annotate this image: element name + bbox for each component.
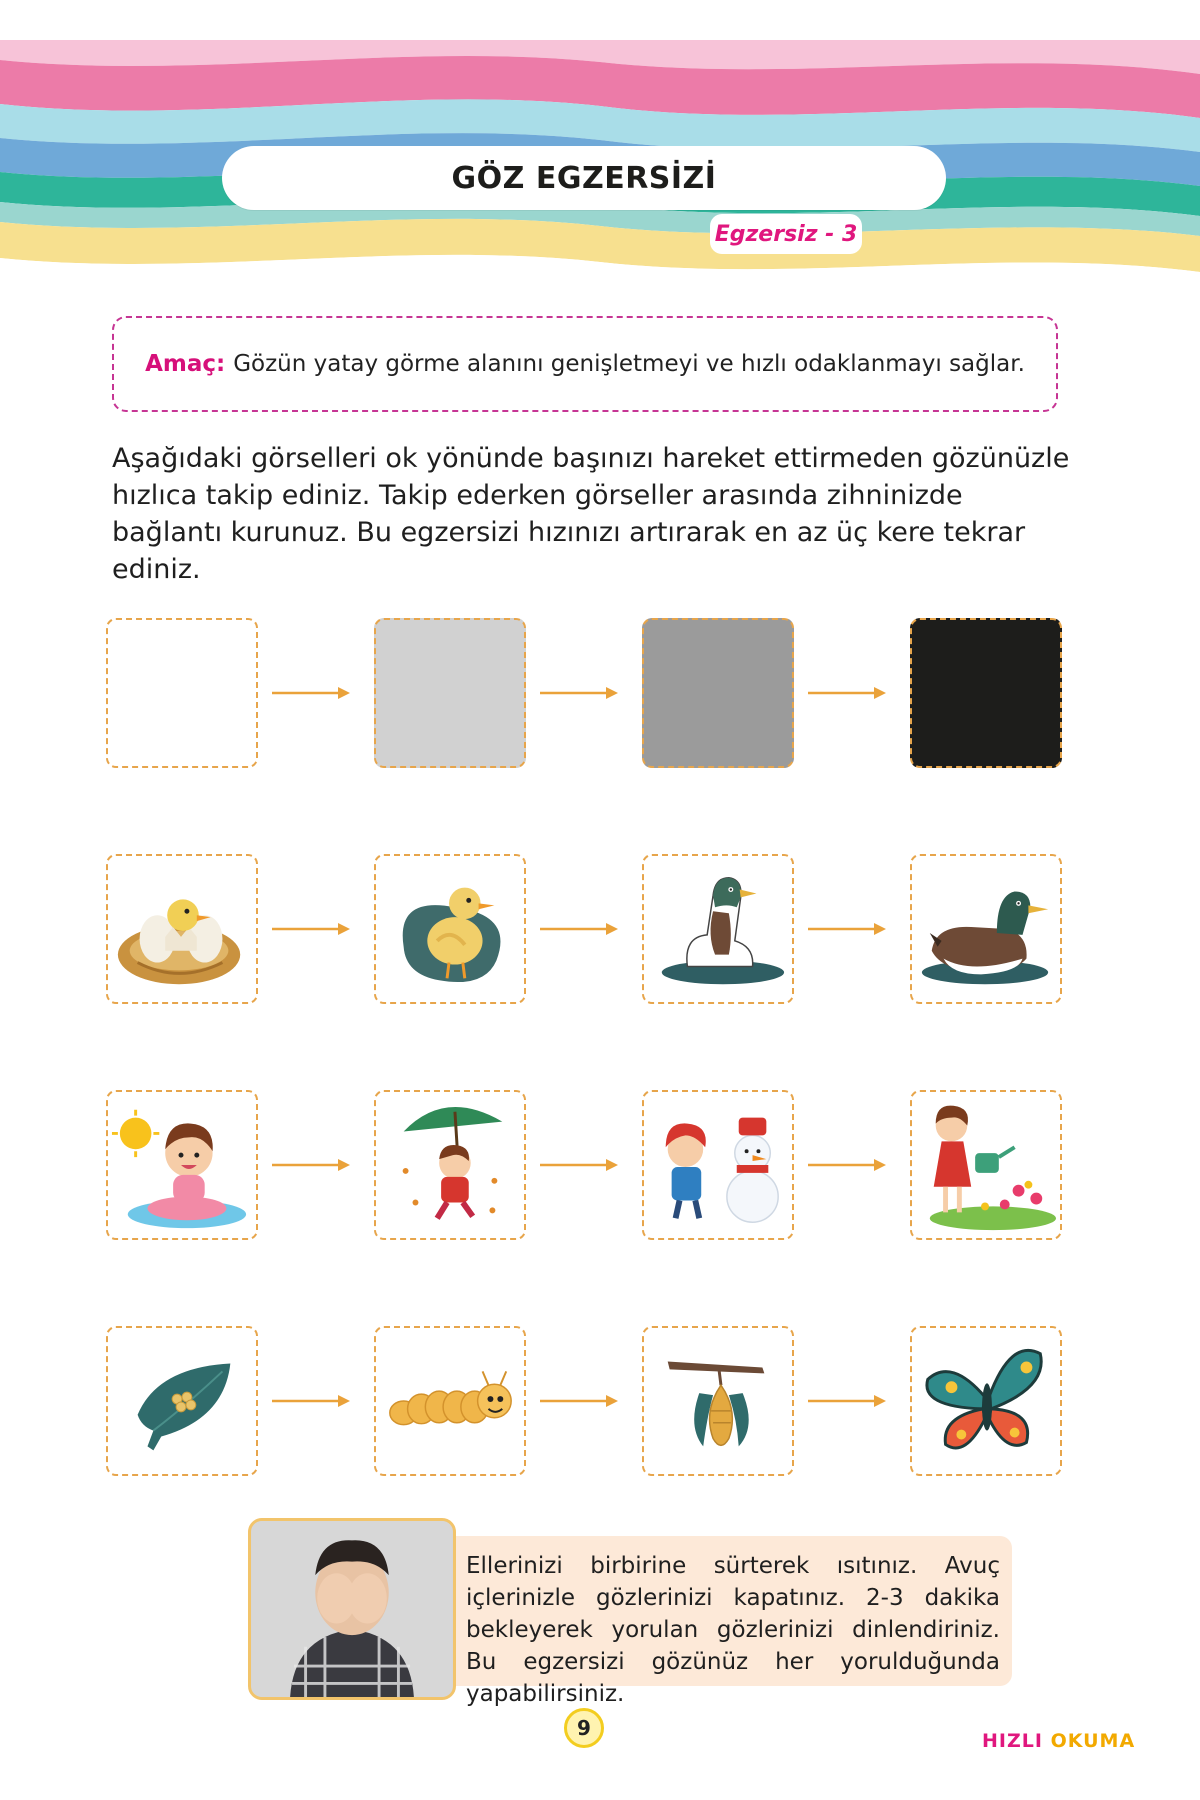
white-square xyxy=(106,618,258,768)
page-number: 9 xyxy=(564,1708,604,1748)
arrow-right-icon xyxy=(808,1158,886,1172)
exercise-badge xyxy=(710,214,862,254)
tip-box xyxy=(456,1536,1012,1707)
instructions-text: Aşağıdaki görselleri ok yönünde başınızı hareket ettirmeden gözünüzle hızlıca takip ediniz. Takip ederken görseller arasında zihninizde bağlantı kurunuz. Bu egzersizi hızınızı artırarak en az üç kere tekrar ediniz. xyxy=(112,443,1070,585)
child-covering-eyes-photo xyxy=(248,1518,456,1700)
duckling-hatching-icon xyxy=(106,854,258,1004)
winter-snowman-icon xyxy=(642,1090,794,1240)
arrow-right-icon xyxy=(808,922,886,936)
caterpillar-icon xyxy=(374,1326,526,1476)
arrow-right-icon xyxy=(540,1394,618,1408)
arrow-right-icon xyxy=(540,922,618,936)
sequence-row-shades xyxy=(0,618,1200,768)
spring-girl-watering-icon xyxy=(910,1090,1062,1240)
arrow-right-icon xyxy=(540,686,618,700)
title-banner xyxy=(222,146,946,210)
aim-box xyxy=(112,316,1058,412)
arrow-right-icon xyxy=(272,1158,350,1172)
page-title: GÖZ EGZERSİZİ xyxy=(451,160,717,196)
sequence-row-butterfly xyxy=(0,1326,1200,1476)
sequence-row-seasons xyxy=(0,1090,1200,1240)
butterfly-icon xyxy=(910,1326,1062,1476)
arrow-right-icon xyxy=(540,1158,618,1172)
arrow-right-icon xyxy=(808,1394,886,1408)
light-gray-square xyxy=(374,618,526,768)
duckling-icon xyxy=(374,854,526,1004)
brand-word-2: OKUMA xyxy=(1050,1730,1136,1752)
brand-word-1: HIZLI xyxy=(982,1730,1043,1752)
tip-text: Ellerinizi birbirine sürterek ısıtınız. Avuç içlerinizle gözlerinizi kapatınız. 2-3 dakika bekleyerek yorulan gözlerinizi dinlendiriniz. Bu egzersizi gözünüz her yorulduğunda yapabilirsiniz. xyxy=(466,1553,1000,1707)
black-square xyxy=(910,618,1062,768)
aim-text: Gözün yatay görme alanını genişletmeyi ve hızlı odaklanmayı sağlar. xyxy=(233,351,1025,377)
exercise-badge-label: Egzersiz - 3 xyxy=(714,221,858,247)
eggs-on-leaf-icon xyxy=(106,1326,258,1476)
adult-duck-icon xyxy=(910,854,1062,1004)
brand-logo xyxy=(982,1730,1135,1752)
arrow-right-icon xyxy=(808,686,886,700)
cocoon-icon xyxy=(642,1326,794,1476)
sequence-row-duck xyxy=(0,854,1200,1004)
aim-label: Amaç: xyxy=(145,351,226,377)
arrow-right-icon xyxy=(272,922,350,936)
autumn-girl-umbrella-icon xyxy=(374,1090,526,1240)
arrow-right-icon xyxy=(272,686,350,700)
young-duck-icon xyxy=(642,854,794,1004)
arrow-right-icon xyxy=(272,1394,350,1408)
gray-square xyxy=(642,618,794,768)
summer-girl-icon xyxy=(106,1090,258,1240)
